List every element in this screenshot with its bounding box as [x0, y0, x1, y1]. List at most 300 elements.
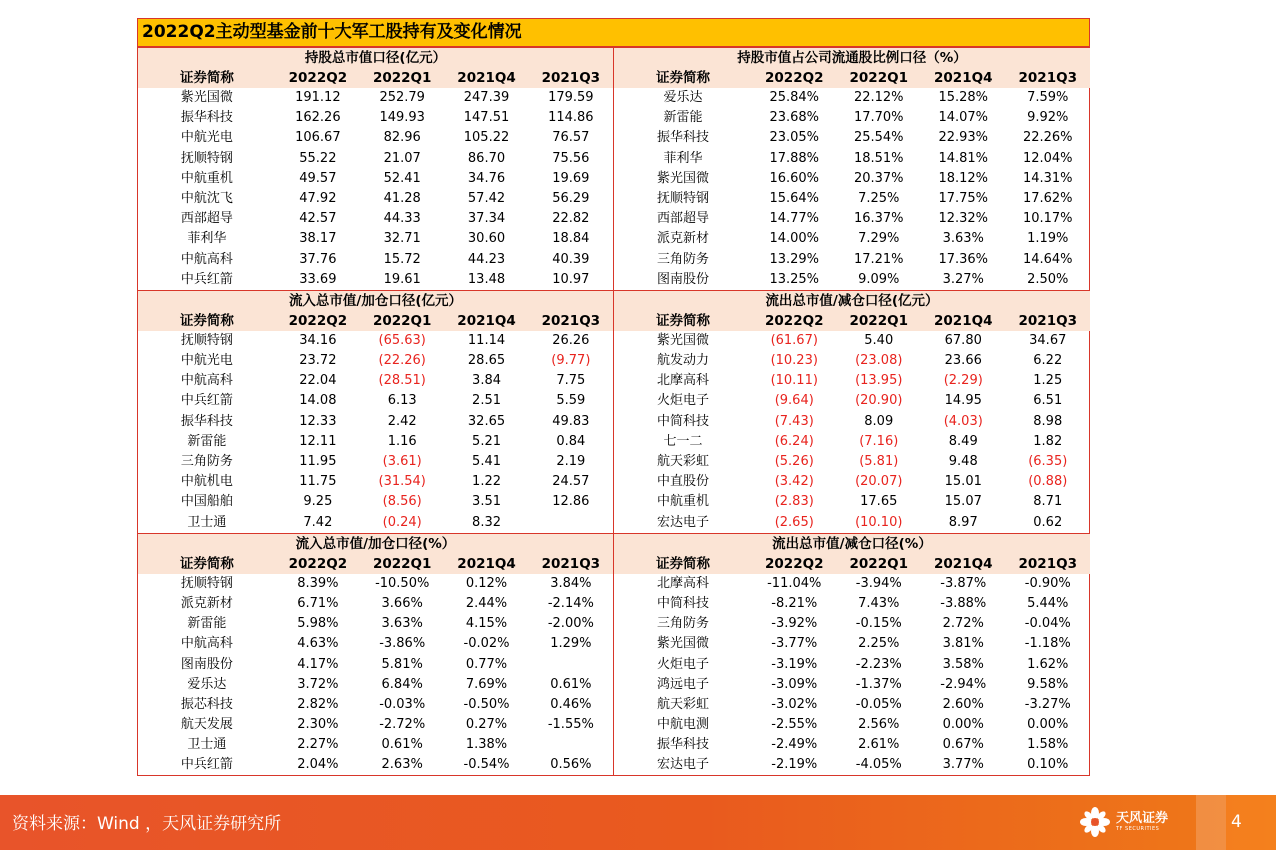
- value-cell: 6.51: [1033, 393, 1063, 409]
- value-cell: 75.56: [552, 150, 590, 166]
- value-cell: 14.81%: [938, 150, 989, 166]
- table-row: [138, 574, 613, 594]
- section-outflow-pct: [614, 534, 1090, 776]
- value-cell: 9.58%: [1027, 676, 1069, 692]
- value-cell: 2.51: [472, 393, 501, 409]
- value-cell: 28.65: [467, 353, 506, 369]
- value-cell: 37.34: [467, 211, 506, 227]
- stock-name-cell: 派克新材: [656, 231, 709, 247]
- section-title: 流出总市值/减仓口径(亿元）: [614, 291, 1090, 311]
- value-cell: -2.23%: [855, 656, 902, 672]
- value-cell: 4.15%: [465, 616, 508, 632]
- column-header: 2021Q4: [457, 312, 516, 329]
- value-cell: 3.72%: [297, 676, 339, 692]
- column-header: 2022Q1: [372, 70, 432, 86]
- value-cell: 0.10%: [1027, 757, 1069, 773]
- value-cell: 2.44%: [465, 595, 508, 611]
- stock-name-cell: 西部超导: [180, 211, 233, 227]
- value-cell: 2.25%: [858, 636, 900, 652]
- value-cell: 18.51%: [853, 150, 904, 166]
- value-cell: 0.46%: [550, 696, 592, 712]
- stock-name-cell: 中航机电: [180, 474, 233, 490]
- value-cell: (2.83): [774, 494, 814, 510]
- table-row: [138, 412, 613, 432]
- column-header: 证券简称: [656, 555, 710, 572]
- column-header-row: [138, 311, 613, 331]
- value-cell: 23.68%: [769, 110, 820, 126]
- stock-name-cell: 新雷能: [187, 616, 227, 632]
- value-cell: 14.07%: [938, 110, 989, 126]
- table-row: [614, 149, 1090, 169]
- value-cell: 23.66: [944, 353, 982, 369]
- value-cell: 3.84: [472, 373, 501, 389]
- value-cell: (7.16): [859, 433, 899, 449]
- stock-name-cell: 中兵红箭: [180, 393, 233, 409]
- stock-name-cell: 抚顺特钢: [656, 190, 709, 206]
- table-row: [614, 331, 1090, 351]
- table-row: [614, 655, 1090, 675]
- stock-name-cell: 宏达电子: [656, 757, 709, 773]
- value-cell: 2.63%: [381, 757, 423, 773]
- value-cell: (7.43): [774, 413, 814, 429]
- value-cell: 17.62%: [1022, 190, 1073, 206]
- value-cell: 14.08: [299, 393, 337, 409]
- table-row: [138, 331, 613, 351]
- stock-name-cell: 抚顺特钢: [180, 150, 233, 166]
- value-cell: 34.16: [299, 332, 337, 348]
- stock-name-cell: 中直股份: [656, 474, 709, 490]
- column-header: 2021Q3: [541, 70, 601, 86]
- stock-name-cell: 北摩高科: [656, 373, 709, 389]
- value-cell: [529, 513, 613, 533]
- stock-name-cell: 中航电测: [656, 717, 709, 733]
- value-cell: -8.21%: [771, 595, 818, 611]
- value-cell: -3.86%: [379, 636, 426, 652]
- column-header: 2022Q2: [765, 312, 824, 329]
- value-cell: (28.51): [378, 373, 426, 389]
- value-cell: 44.23: [467, 251, 506, 267]
- value-cell: 0.00%: [942, 717, 984, 733]
- value-cell: 67.80: [944, 332, 982, 348]
- footer-bar: [0, 795, 1276, 850]
- value-cell: 5.44%: [1027, 595, 1069, 611]
- value-cell: 12.04%: [1022, 150, 1073, 166]
- table-row: [614, 594, 1090, 614]
- value-cell: (23.08): [855, 353, 903, 369]
- value-cell: -2.49%: [771, 737, 818, 753]
- table-row: [614, 715, 1090, 735]
- value-cell: -0.05%: [855, 696, 902, 712]
- value-cell: (5.26): [774, 454, 814, 469]
- stock-name-cell: 中兵红箭: [180, 271, 233, 287]
- stock-name-cell: 中航重机: [656, 494, 709, 510]
- table-row: [138, 250, 613, 270]
- value-cell: 76.57: [552, 130, 590, 146]
- stock-name-cell: 中简科技: [656, 413, 709, 429]
- table-row: [614, 371, 1090, 391]
- value-cell: 7.43%: [858, 595, 900, 611]
- value-cell: 7.75: [556, 373, 586, 389]
- value-cell: 5.98%: [297, 616, 339, 632]
- stock-name-cell: 紫光国微: [656, 636, 709, 652]
- value-cell: 149.93: [379, 110, 425, 126]
- value-cell: 0.12%: [465, 575, 508, 591]
- logo-name-en: TF SECURITIES: [1116, 825, 1160, 832]
- table-row: [138, 432, 613, 452]
- value-cell: -0.90%: [1024, 575, 1071, 591]
- value-cell: 2.56%: [858, 717, 900, 733]
- value-cell: 247.39: [463, 90, 510, 105]
- value-cell: 17.75%: [938, 190, 989, 206]
- table-row: [614, 472, 1090, 492]
- value-cell: 179.59: [548, 90, 594, 105]
- stock-name-cell: 中航光电: [180, 353, 233, 369]
- footer-decoration: [1196, 795, 1226, 850]
- value-cell: 14.31%: [1022, 170, 1073, 186]
- table-row: [614, 634, 1090, 654]
- value-cell: 9.25: [303, 494, 333, 510]
- value-cell: -3.87%: [940, 575, 987, 591]
- column-header: 2021Q3: [541, 312, 601, 329]
- value-cell: 25.84%: [769, 90, 820, 105]
- value-cell: 5.81%: [381, 656, 423, 672]
- value-cell: 55.22: [299, 150, 337, 166]
- value-cell: 34.67: [1029, 332, 1067, 348]
- value-cell: -0.15%: [855, 616, 902, 632]
- table-row: [138, 452, 613, 472]
- value-cell: 2.42: [387, 413, 417, 429]
- value-cell: -3.94%: [855, 575, 902, 591]
- stock-name-cell: 七一二: [663, 433, 703, 449]
- column-header: 证券简称: [656, 70, 710, 86]
- value-cell: 22.82: [552, 211, 590, 227]
- stock-name-cell: 火炬电子: [656, 393, 709, 409]
- value-cell: (5.81): [859, 454, 899, 469]
- column-header: 2021Q3: [1018, 312, 1077, 329]
- table-row: [614, 735, 1090, 755]
- value-cell: 52.41: [383, 170, 421, 186]
- stock-name-cell: 菲利华: [187, 231, 227, 247]
- stock-name-cell: 航天彩虹: [656, 696, 709, 712]
- stock-name-cell: 抚顺特钢: [180, 332, 233, 348]
- value-cell: -2.19%: [771, 757, 818, 773]
- table-row: [614, 412, 1090, 432]
- value-cell: 106.67: [295, 130, 341, 146]
- table-row: [614, 88, 1090, 108]
- value-cell: 2.61%: [858, 737, 900, 753]
- column-header: 2022Q2: [288, 70, 348, 86]
- value-cell: 5.59: [556, 393, 586, 409]
- value-cell: 10.17%: [1022, 211, 1073, 227]
- value-cell: 15.01: [944, 474, 982, 490]
- source-note: 资料来源：Wind ，天风证券研究所: [12, 814, 282, 834]
- value-cell: 25.54%: [853, 130, 904, 146]
- value-cell: 2.50%: [1027, 271, 1069, 287]
- table-row: [138, 755, 613, 775]
- table-row: [138, 229, 613, 249]
- value-cell: 23.72: [299, 353, 337, 369]
- value-cell: 7.29%: [858, 231, 900, 247]
- value-cell: 1.82: [1033, 433, 1063, 449]
- value-cell: 1.58%: [1027, 737, 1069, 753]
- value-cell: 8.09: [864, 413, 894, 429]
- value-cell: 40.39: [552, 251, 590, 267]
- table-row: [614, 169, 1090, 189]
- stock-name-cell: 北摩高科: [656, 575, 709, 591]
- value-cell: 5.21: [472, 433, 501, 449]
- section-hold-ratio: [614, 48, 1090, 290]
- table-row: [138, 472, 613, 492]
- section-inflow-pct: [138, 534, 614, 776]
- value-cell: 8.49: [948, 433, 978, 449]
- table-row: [138, 149, 613, 169]
- table-row: [138, 189, 613, 209]
- table-row: [138, 391, 613, 411]
- page-number: 4: [1231, 812, 1242, 832]
- value-cell: -10.50%: [375, 575, 430, 591]
- value-cell: 4.17%: [297, 656, 339, 672]
- stock-name-cell: 紫光国微: [180, 90, 233, 105]
- value-cell: 0.77%: [465, 656, 508, 672]
- stock-name-cell: 中航高科: [180, 636, 233, 652]
- value-cell: -3.09%: [771, 676, 818, 692]
- value-cell: (2.65): [774, 514, 814, 530]
- value-cell: 24.57: [552, 474, 590, 490]
- value-cell: 15.64%: [769, 190, 820, 206]
- value-cell: 6.71%: [297, 595, 339, 611]
- value-cell: 17.21%: [853, 251, 904, 267]
- column-header: 2022Q2: [288, 555, 348, 572]
- column-header: 2022Q2: [765, 70, 824, 86]
- value-cell: 14.64%: [1022, 251, 1073, 267]
- stock-name-cell: 航天彩虹: [656, 454, 709, 469]
- value-cell: 8.39%: [297, 575, 339, 591]
- column-header: 2021Q4: [457, 555, 516, 572]
- value-cell: 5.40: [864, 332, 894, 348]
- value-cell: 2.19: [556, 454, 586, 469]
- stock-name-cell: 三角防务: [656, 251, 709, 267]
- value-cell: 13.29%: [769, 251, 820, 267]
- section-inflow-value: [138, 291, 614, 533]
- value-cell: 57.42: [467, 190, 506, 206]
- stock-name-cell: 紫光国微: [656, 170, 709, 186]
- table-row: [614, 432, 1090, 452]
- column-header-row: [614, 68, 1090, 88]
- value-cell: 8.98: [1033, 413, 1063, 429]
- value-cell: -1.55%: [547, 717, 594, 733]
- table-row: [138, 492, 613, 512]
- stock-name-cell: 爱乐达: [663, 90, 703, 105]
- value-cell: 8.71: [1033, 494, 1063, 510]
- section-title: 持股总市值口径(亿元）: [138, 48, 613, 68]
- stock-name-cell: 爱乐达: [187, 676, 227, 692]
- value-cell: -3.02%: [771, 696, 818, 712]
- value-cell: -2.72%: [379, 717, 426, 733]
- value-cell: 14.77%: [769, 211, 820, 227]
- value-cell: -2.55%: [771, 717, 818, 733]
- stock-name-cell: 振华科技: [180, 413, 233, 429]
- value-cell: 14.00%: [769, 231, 820, 247]
- value-cell: (3.61): [382, 454, 422, 469]
- value-cell: 3.51: [472, 494, 501, 510]
- table-row: [614, 351, 1090, 371]
- value-cell: -2.00%: [547, 616, 594, 632]
- value-cell: 3.81%: [942, 636, 984, 652]
- value-cell: 2.60%: [942, 696, 984, 712]
- stock-name-cell: 中国船舶: [180, 494, 233, 510]
- stock-name-cell: 振华科技: [656, 737, 709, 753]
- value-cell: [529, 655, 613, 675]
- value-cell: -3.77%: [771, 636, 818, 652]
- value-cell: 22.12%: [853, 90, 904, 105]
- value-cell: (9.64): [774, 393, 814, 409]
- stock-name-cell: 振华科技: [656, 130, 709, 146]
- stock-name-cell: 火炬电子: [656, 656, 709, 672]
- value-cell: (0.24): [382, 514, 422, 530]
- value-cell: 0.67%: [942, 737, 984, 753]
- stock-name-cell: 中兵红箭: [180, 757, 233, 773]
- table-row: [614, 189, 1090, 209]
- value-cell: 12.33: [299, 413, 337, 429]
- column-header: 2021Q4: [934, 70, 993, 86]
- value-cell: 17.88%: [769, 150, 820, 166]
- column-header: 证券简称: [656, 312, 710, 329]
- value-cell: 0.61%: [381, 737, 423, 753]
- value-cell: 11.95: [299, 454, 337, 469]
- stock-name-cell: 新雷能: [187, 433, 227, 449]
- stock-name-cell: 中航高科: [180, 373, 233, 389]
- table-row: [614, 128, 1090, 148]
- value-cell: -11.04%: [767, 575, 822, 591]
- value-cell: 3.66%: [381, 595, 423, 611]
- value-cell: 6.22: [1033, 353, 1063, 369]
- value-cell: 0.84: [556, 433, 586, 449]
- table-row: [138, 634, 613, 654]
- value-cell: 22.26%: [1022, 130, 1073, 146]
- value-cell: -2.14%: [547, 595, 594, 611]
- table-row: [138, 371, 613, 391]
- column-header: 2021Q3: [1018, 555, 1077, 572]
- stock-name-cell: 宏达电子: [656, 514, 709, 530]
- column-header: 2022Q1: [849, 312, 908, 329]
- value-cell: (61.67): [770, 332, 818, 348]
- value-cell: 3.77%: [942, 757, 984, 773]
- value-cell: -0.03%: [379, 696, 426, 712]
- column-header: 2022Q2: [288, 312, 348, 329]
- stock-name-cell: 鸿远电子: [656, 676, 709, 692]
- value-cell: 22.93%: [938, 130, 989, 146]
- value-cell: 7.59%: [1027, 90, 1069, 105]
- value-cell: (13.95): [855, 373, 903, 389]
- value-cell: 49.57: [299, 170, 337, 186]
- stock-name-cell: 中航高科: [180, 251, 233, 267]
- value-cell: 1.19%: [1027, 231, 1069, 247]
- table-row: [138, 715, 613, 735]
- column-header: 2021Q3: [1018, 70, 1077, 86]
- value-cell: 17.36%: [938, 251, 989, 267]
- column-header: 2022Q1: [849, 555, 908, 572]
- value-cell: 34.76: [467, 170, 506, 186]
- value-cell: -0.04%: [1024, 616, 1071, 632]
- value-cell: 1.62%: [1027, 656, 1069, 672]
- table-row: [138, 655, 613, 675]
- stock-name-cell: 图南股份: [180, 656, 233, 672]
- stock-name-cell: 航发动力: [656, 353, 709, 369]
- table-row: [614, 492, 1090, 512]
- table-row: [614, 695, 1090, 715]
- value-cell: 1.16: [387, 433, 417, 449]
- value-cell: (20.07): [855, 474, 903, 490]
- value-cell: 13.48: [467, 271, 506, 287]
- value-cell: 82.96: [383, 130, 421, 146]
- section-title: 流入总市值/加仓口径(亿元）: [138, 291, 613, 311]
- value-cell: (3.42): [774, 474, 814, 490]
- section-title: 流入总市值/加仓口径(%）: [138, 534, 613, 554]
- value-cell: 10.97: [552, 271, 590, 287]
- value-cell: 86.70: [467, 150, 506, 166]
- value-cell: -3.19%: [771, 656, 818, 672]
- column-header-row: [138, 68, 613, 88]
- value-cell: 162.26: [295, 110, 341, 126]
- column-header: 证券简称: [179, 70, 234, 86]
- value-cell: 47.92: [299, 190, 337, 206]
- table-row: [614, 250, 1090, 270]
- value-cell: 8.97: [948, 514, 978, 530]
- value-cell: -0.54%: [463, 757, 510, 773]
- value-cell: 6.13: [387, 393, 417, 409]
- value-cell: 16.37%: [853, 211, 904, 227]
- column-header: 2022Q1: [849, 70, 908, 86]
- column-header: 2021Q3: [541, 555, 601, 572]
- flower-logo-icon: [1078, 805, 1112, 839]
- value-cell: 56.29: [552, 190, 590, 206]
- value-cell: 5.41: [472, 454, 501, 469]
- value-cell: 2.27%: [297, 737, 339, 753]
- value-cell: 191.12: [295, 90, 341, 105]
- value-cell: 2.04%: [297, 757, 339, 773]
- value-cell: (8.56): [382, 494, 422, 510]
- logo-text: [1116, 812, 1168, 833]
- value-cell: 3.58%: [942, 656, 984, 672]
- value-cell: 23.05%: [769, 130, 820, 146]
- table-row: [138, 594, 613, 614]
- table-row: [138, 128, 613, 148]
- value-cell: 1.38%: [465, 737, 508, 753]
- value-cell: 15.07: [944, 494, 982, 510]
- value-cell: 9.92%: [1027, 110, 1069, 126]
- stock-name-cell: 新雷能: [663, 110, 703, 126]
- value-cell: -3.92%: [771, 616, 818, 632]
- table-row: [614, 513, 1090, 533]
- value-cell: 6.84%: [381, 676, 423, 692]
- stock-name-cell: 派克新材: [180, 595, 233, 611]
- value-cell: 12.86: [552, 494, 590, 510]
- value-cell: 33.69: [299, 271, 337, 287]
- table-row: [138, 675, 613, 695]
- value-cell: 1.25: [1033, 373, 1063, 389]
- table-row: [614, 229, 1090, 249]
- section-outflow-value: [614, 291, 1090, 533]
- table-row: [614, 452, 1090, 472]
- stock-name-cell: 航天发展: [180, 717, 233, 733]
- value-cell: 105.22: [463, 130, 510, 146]
- value-cell: 1.29%: [550, 636, 592, 652]
- logo-name-cn: 天风证券: [1116, 810, 1169, 826]
- value-cell: (20.90): [855, 393, 903, 409]
- table-title: 2022Q2主动型基金前十大军工股持有及变化情况: [138, 19, 1089, 47]
- value-cell: 32.65: [467, 413, 506, 429]
- table-row: [614, 574, 1090, 594]
